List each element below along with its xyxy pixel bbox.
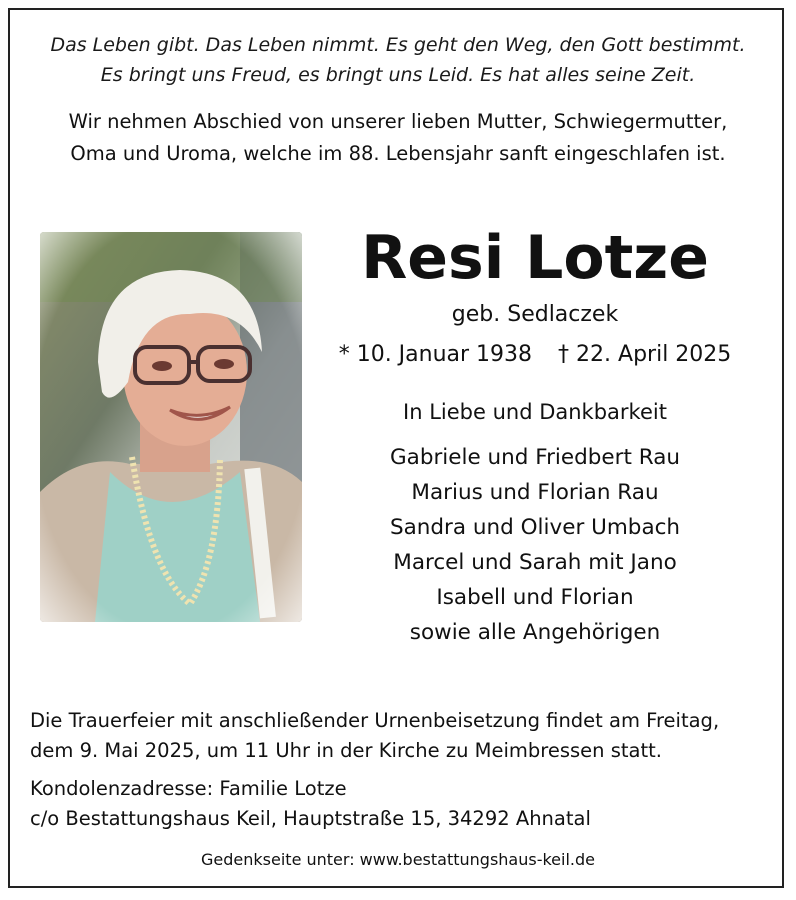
mourner-name: Sandra und Oliver Umbach: [389, 515, 681, 540]
deceased-name: Resi Lotze: [361, 223, 709, 293]
mourners-heading: In Liebe und Dankbarkeit: [403, 400, 667, 424]
condolence-address: [30, 774, 770, 834]
address-line: c/o Bestattungshaus Keil, Hauptstraße 15, 34292 Ahnatal: [30, 807, 591, 830]
mourner-name: sowie alle Angehörigen: [409, 620, 661, 645]
mourner-name: Marius und Florian Rau: [411, 480, 659, 505]
memorial-website: Gedenkseite unter: www.bestattungshaus-keil.de: [201, 850, 595, 869]
mourner-name: Isabell und Florian: [436, 585, 634, 610]
poem-line: Das Leben gibt. Das Leben nimmt. Es geht den Weg, den Gott bestimmt.: [50, 34, 746, 56]
funeral-service-info: [30, 706, 770, 766]
address-line: Kondolenzadresse: Familie Lotze: [30, 777, 347, 800]
mourner-name: Gabriele und Friedbert Rau: [389, 445, 681, 470]
intro-line: Wir nehmen Abschied von unserer lieben Mutter, Schwiegermutter,: [68, 110, 728, 133]
birth-date: * 10. Januar 1938: [338, 342, 533, 367]
mourner-name: Marcel und Sarah mit Jano: [393, 550, 677, 575]
life-dates: [330, 340, 740, 370]
service-line: dem 9. Mai 2025, um 11 Uhr in der Kirche zu Meimbressen statt.: [30, 739, 662, 762]
intro-line: Oma und Uroma, welche im 88. Lebensjahr sanft eingeschlafen ist.: [70, 142, 726, 165]
death-date: † 22. April 2025: [558, 342, 732, 367]
maiden-name: geb. Sedlaczek: [451, 302, 619, 327]
service-line: Die Trauerfeier mit anschließender Urnenbeisetzung findet am Freitag,: [30, 709, 720, 732]
mourners-list: [330, 440, 740, 650]
poem-line: Es bringt uns Freud, es bringt uns Leid. Es hat alles seine Zeit.: [100, 64, 696, 86]
poem: [0, 30, 796, 90]
portrait-photo: [40, 232, 302, 622]
portrait-illustration: [40, 232, 302, 622]
intro-text: [0, 106, 796, 170]
